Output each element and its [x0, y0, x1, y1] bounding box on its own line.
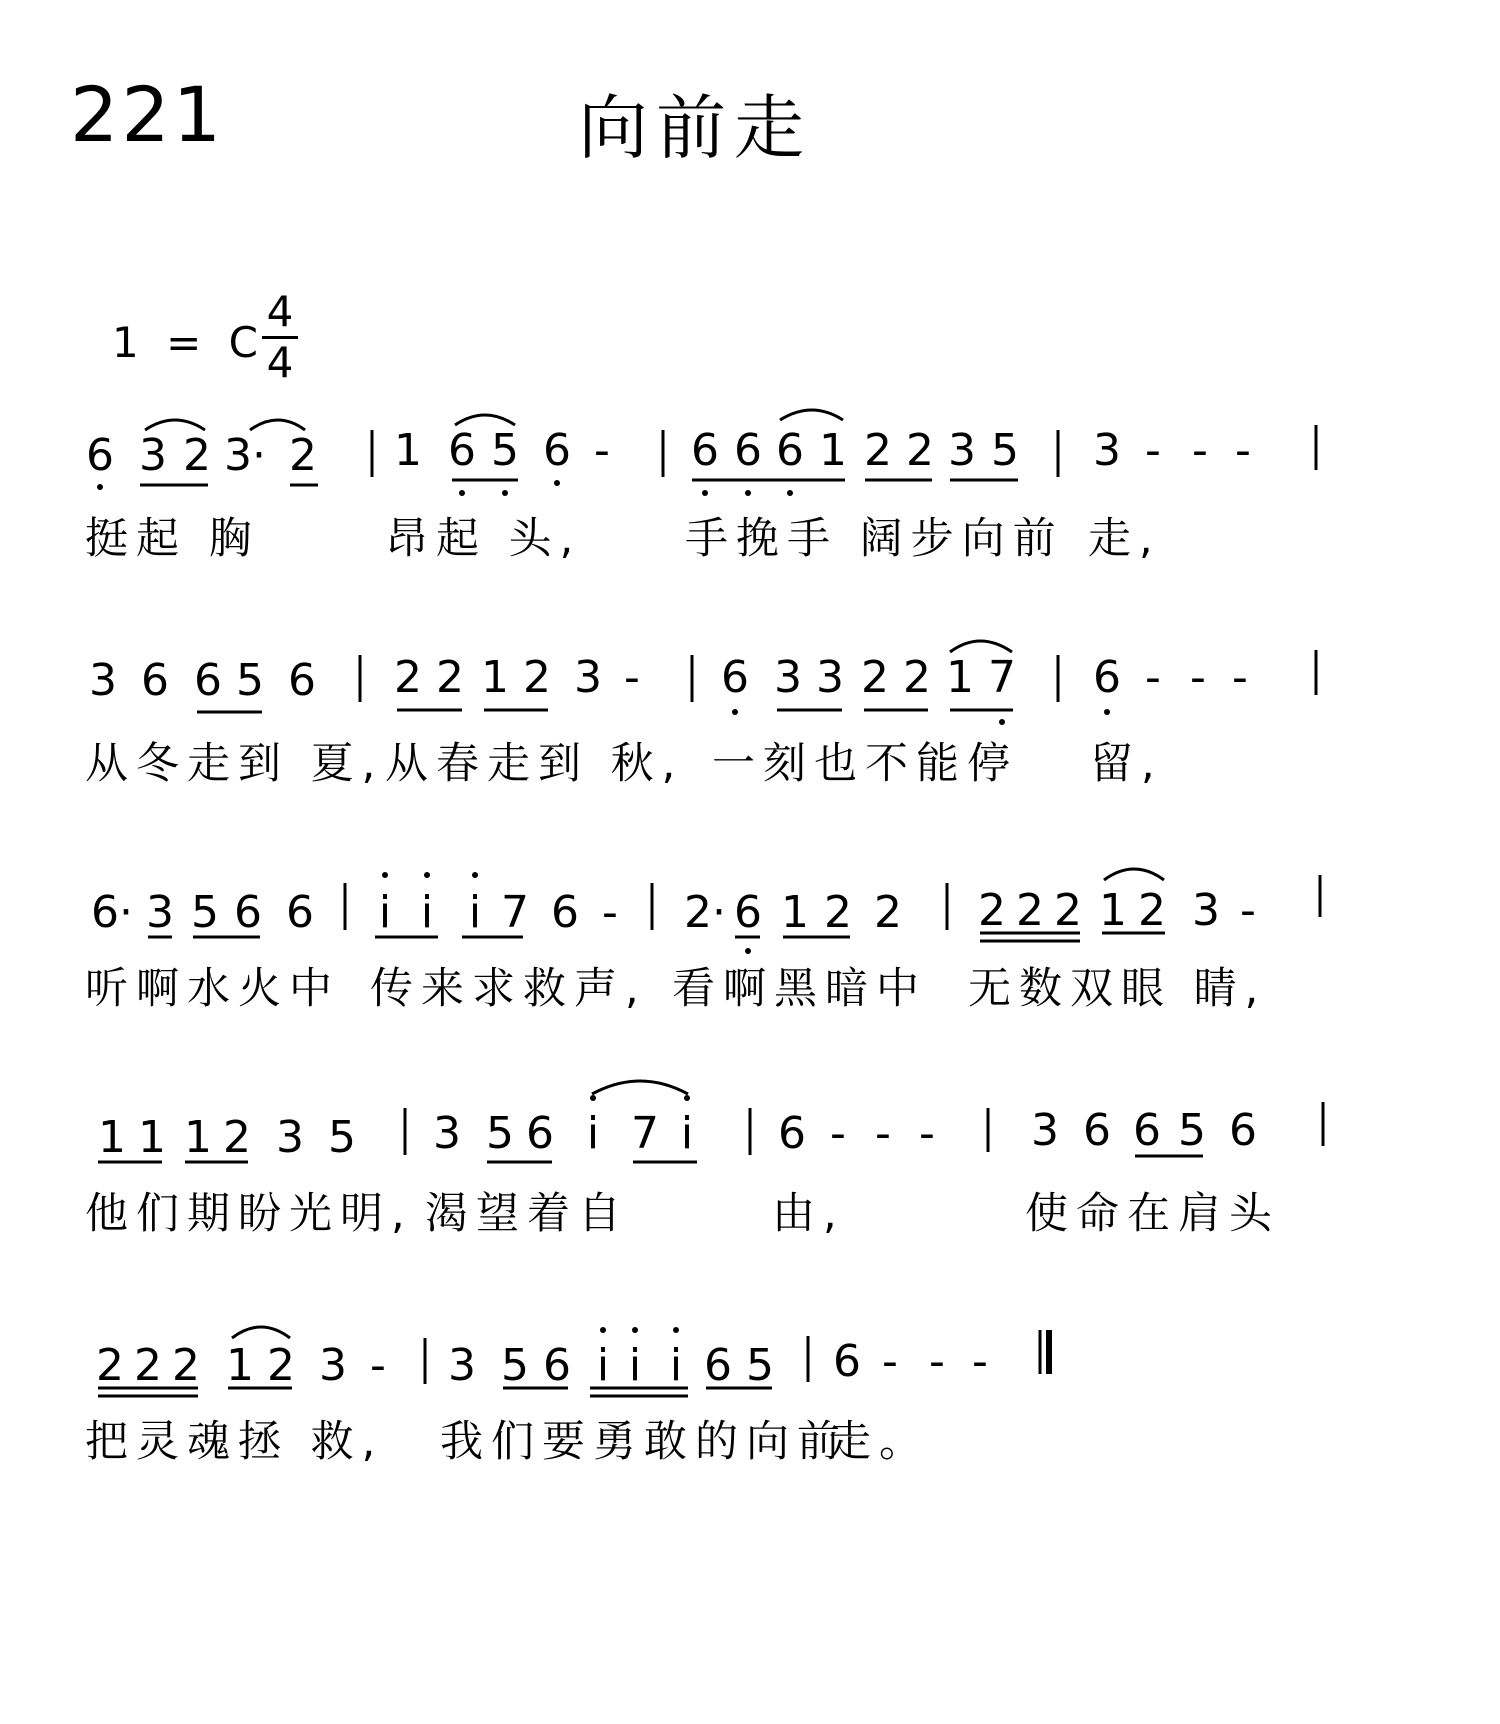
note: 6 [141, 655, 169, 706]
note: 2 [183, 430, 211, 481]
lyrics-line-2 [0, 730, 1500, 790]
lyric-segment: 由, [772, 1189, 845, 1239]
note: 1 [98, 1112, 126, 1163]
note: 3 [89, 655, 117, 706]
note: 1 [394, 425, 422, 476]
note: 3 [433, 1108, 461, 1159]
note: 6 [448, 425, 476, 476]
note: - [1145, 425, 1161, 476]
note: 3 [448, 1340, 476, 1391]
note: 1 [481, 652, 509, 703]
note: 2 [1138, 885, 1166, 936]
note: 2 [96, 1340, 124, 1391]
note: 3 [774, 652, 802, 703]
lyrics-line-4 [0, 1180, 1500, 1240]
note: 6 [194, 655, 222, 706]
note: 2 [1054, 885, 1082, 936]
note: 6 [1093, 652, 1121, 703]
lyric-segment: 从冬走到 夏, [85, 739, 384, 789]
lyrics-line-1 [0, 505, 1500, 565]
note: - [624, 652, 640, 703]
note: 6 [833, 1336, 861, 1387]
lyric-segment: 挺起 胸 [85, 514, 260, 564]
note: 6 [1133, 1105, 1161, 1156]
note: 2 [394, 652, 422, 703]
note: 6· [91, 887, 133, 938]
note: i [378, 887, 392, 938]
lyric-segment: 传来求救声, [370, 964, 647, 1014]
note: 2 [267, 1340, 295, 1391]
note: 2 [289, 430, 317, 481]
note: 2 [906, 425, 934, 476]
note: 6 [288, 655, 316, 706]
note: 3 [948, 425, 976, 476]
note: 6 [734, 425, 762, 476]
lyric-segment: 昂起 头, [385, 514, 582, 564]
note: 3 [319, 1340, 347, 1391]
note: i [596, 1340, 610, 1391]
lyrics-line-3 [0, 955, 1500, 1015]
note: 1 [819, 425, 847, 476]
note: 3 [276, 1112, 304, 1163]
note: 6 [526, 1108, 554, 1159]
lyric-segment: 走。 [828, 1417, 930, 1467]
lyric-segment: 一刻也不能停 [712, 739, 1018, 789]
note: 6 [721, 652, 749, 703]
lyric-segment: 渴望着自 [425, 1189, 629, 1239]
note: 6 [543, 1340, 571, 1391]
note: 6 [776, 425, 804, 476]
note: - [875, 1108, 891, 1159]
lyric-segment: 无数双眼 睛, [968, 964, 1267, 1014]
note: 3 [1192, 885, 1220, 936]
note: 3 [574, 652, 602, 703]
time-signature-top: 4 [266, 287, 294, 336]
note: 6 [86, 430, 114, 481]
lyric-segment: 手挽手 阔步向前 [685, 514, 1064, 564]
lyric-segment: 把灵魂拯 救, [85, 1417, 384, 1467]
note: - [919, 1108, 935, 1159]
note: 1 [226, 1340, 254, 1391]
note: - [602, 887, 618, 938]
note: 5 [746, 1340, 774, 1391]
note: - [929, 1336, 945, 1387]
note: 2 [523, 652, 551, 703]
lyrics-line-5 [0, 1408, 1500, 1468]
note: 2 [134, 1340, 162, 1391]
lyric-segment: 从春走到 秋, [385, 739, 684, 789]
note: - [1192, 425, 1208, 476]
song-number: 221 [70, 70, 225, 159]
note: 5 [486, 1108, 514, 1159]
note: - [830, 1108, 846, 1159]
note: 2 [874, 887, 902, 938]
note: 2 [436, 652, 464, 703]
lyric-segment: 看啊黑暗中 [672, 964, 927, 1014]
note: - [370, 1340, 386, 1391]
note: 1 [1099, 885, 1127, 936]
note: i [669, 1340, 683, 1391]
note: 1 [946, 652, 974, 703]
note: 3 [139, 430, 167, 481]
note: 3· [224, 430, 266, 481]
note: 5 [491, 425, 519, 476]
note: 3 [1031, 1105, 1059, 1156]
note: 2 [172, 1340, 200, 1391]
note: 2 [1016, 885, 1044, 936]
note: 6 [1229, 1105, 1257, 1156]
note: 6 [234, 887, 262, 938]
note: 2 [978, 885, 1006, 936]
note: - [1240, 885, 1256, 936]
note: 5 [236, 655, 264, 706]
note: 6 [691, 425, 719, 476]
note: 5 [328, 1112, 356, 1163]
note: 3 [1093, 425, 1121, 476]
note: 6 [734, 887, 762, 938]
note: 6 [1083, 1105, 1111, 1156]
note: 2· [684, 887, 726, 938]
note: 7 [988, 652, 1016, 703]
note: 5 [991, 425, 1019, 476]
note: 3 [146, 887, 174, 938]
note: 1 [781, 887, 809, 938]
note: - [1145, 652, 1161, 703]
note: i [468, 887, 482, 938]
note: 3 [816, 652, 844, 703]
song-title: 向前走 [578, 87, 812, 169]
note: - [1232, 652, 1248, 703]
lyric-segment: 他们期盼光明, [85, 1189, 413, 1239]
note: 6 [551, 887, 579, 938]
note: 5 [1178, 1105, 1206, 1156]
note: i [628, 1340, 642, 1391]
time-signature-bottom: 4 [266, 338, 294, 387]
time-signature [262, 287, 298, 387]
note: 2 [861, 652, 889, 703]
note: i [586, 1108, 600, 1159]
note: 2 [864, 425, 892, 476]
note: 5 [191, 887, 219, 938]
lyric-segment: 使命在肩头 [1025, 1189, 1280, 1239]
note: 1 [184, 1112, 212, 1163]
note: 6 [543, 425, 571, 476]
note: 1 [138, 1112, 166, 1163]
key-signature: 1 = C [112, 318, 258, 367]
note: 5 [501, 1340, 529, 1391]
note: - [1190, 652, 1206, 703]
note: 6 [286, 887, 314, 938]
note: 6 [704, 1340, 732, 1391]
note: i [420, 887, 434, 938]
note: - [972, 1336, 988, 1387]
note: i [680, 1108, 694, 1159]
note: - [1235, 425, 1251, 476]
note: 2 [824, 887, 852, 938]
note: 7 [631, 1108, 659, 1159]
lyric-segment: 我们要勇敢的向前 [440, 1417, 848, 1467]
note: 6 [778, 1108, 806, 1159]
lyric-segment: 听啊水火中 [85, 964, 340, 1014]
lyric-segment: 走, [1088, 514, 1161, 564]
note: 2 [223, 1112, 251, 1163]
lyric-segment: 留, [1090, 739, 1163, 789]
note: 2 [903, 652, 931, 703]
note: 7 [501, 887, 529, 938]
note: - [882, 1336, 898, 1387]
note: - [594, 425, 610, 476]
